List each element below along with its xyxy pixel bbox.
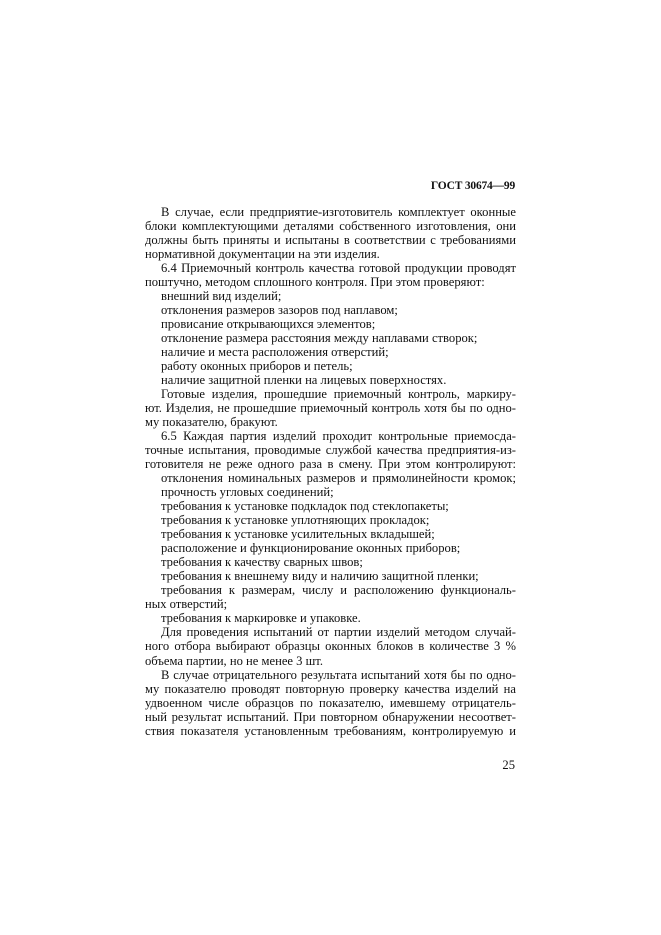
list-item: наличие защитной пленки на лицевых поверхностях. [161,373,447,388]
list-item: расположение и функционирование оконных приборов; [161,541,461,556]
list-item: отклонение размера расстояния между наплавами створок; [161,331,478,346]
text-line: В случае отрицательного результата испытаний хотя бы по одно- [161,667,516,682]
text-line: ствия показателя установленным требованиям, контролируемую и [145,723,516,738]
list-item: отклонения размеров зазоров под наплавом; [161,303,398,318]
text-line: В случае, если предприятие-изготовитель комплектует оконные [161,205,516,219]
text-line: 6.4 Приемочный контроль качества готовой продукции проводят [161,261,516,276]
list-item: отклонения номинальных размеров и прямолинейности кромок; [161,471,516,486]
list-item: требования к внешнему виду и наличию защитной пленки; [161,569,479,584]
text-line: ного отбора выбирают образцы оконных блоков в количестве 3 % [145,639,516,654]
text-line: готовителя не реже одного раза в смену. При этом контролируют: [145,457,516,472]
document-header: ГОСТ 30674—99 [430,180,515,192]
text-line: объема партии, но не менее 3 шт. [145,653,323,668]
text-line: ный результат испытаний. При повторном обнаружении несоответ- [145,709,516,724]
list-item: требования к установке подкладок под стеклопакеты; [161,499,449,514]
list-item: внешний вид изделий; [161,289,282,304]
text-line: удвоенном числе образцов по показателю, имевшему отрицатель- [145,695,516,710]
list-item: требования к маркировке и упаковке. [161,611,361,626]
document-body [145,205,516,738]
list-item: требования к размерам, числу и расположению функциональ- [161,583,516,598]
text-line: поштучно, методом сплошного контроля. При этом проверяют: [145,275,485,290]
text-line: нормативной документации на эти изделия. [145,247,380,262]
list-item: работу оконных приборов и петель; [161,359,353,374]
text-line: ют. Изделия, не прошедшие приемочный контроль хотя бы по одно- [145,401,516,416]
text-line: блоки комплектующими деталями собственного изготовления, они [145,219,516,234]
page-number: 25 [502,758,515,772]
list-item: требования к установке усилительных вкладышей; [161,527,435,542]
list-item: наличие и места расположения отверстий; [161,345,389,360]
list-item: требования к установке уплотняющих прокладок; [161,513,430,528]
list-item: требования к качеству сварных швов; [161,555,363,570]
text-line: Готовые изделия, прошедшие приемочный контроль, маркиру- [161,387,516,402]
text-line: 6.5 Каждая партия изделий проходит контрольные приемосда- [161,429,516,444]
text-line: ных отверстий; [145,597,228,612]
text-line: му показателю, бракуют. [145,415,278,430]
list-item: провисание открывающихся элементов; [161,317,376,332]
text-line: Для проведения испытаний от партии изделий методом случай- [161,625,516,640]
text-line: должны быть приняты и испытаны в соответствии с требованиями [145,233,516,248]
list-item: прочность угловых соединений; [161,485,334,500]
text-line: му показателю проводят повторную проверку качества изделий на [145,681,516,696]
text-line: точные испытания, проводимые службой качества предприятия-из- [145,443,516,458]
